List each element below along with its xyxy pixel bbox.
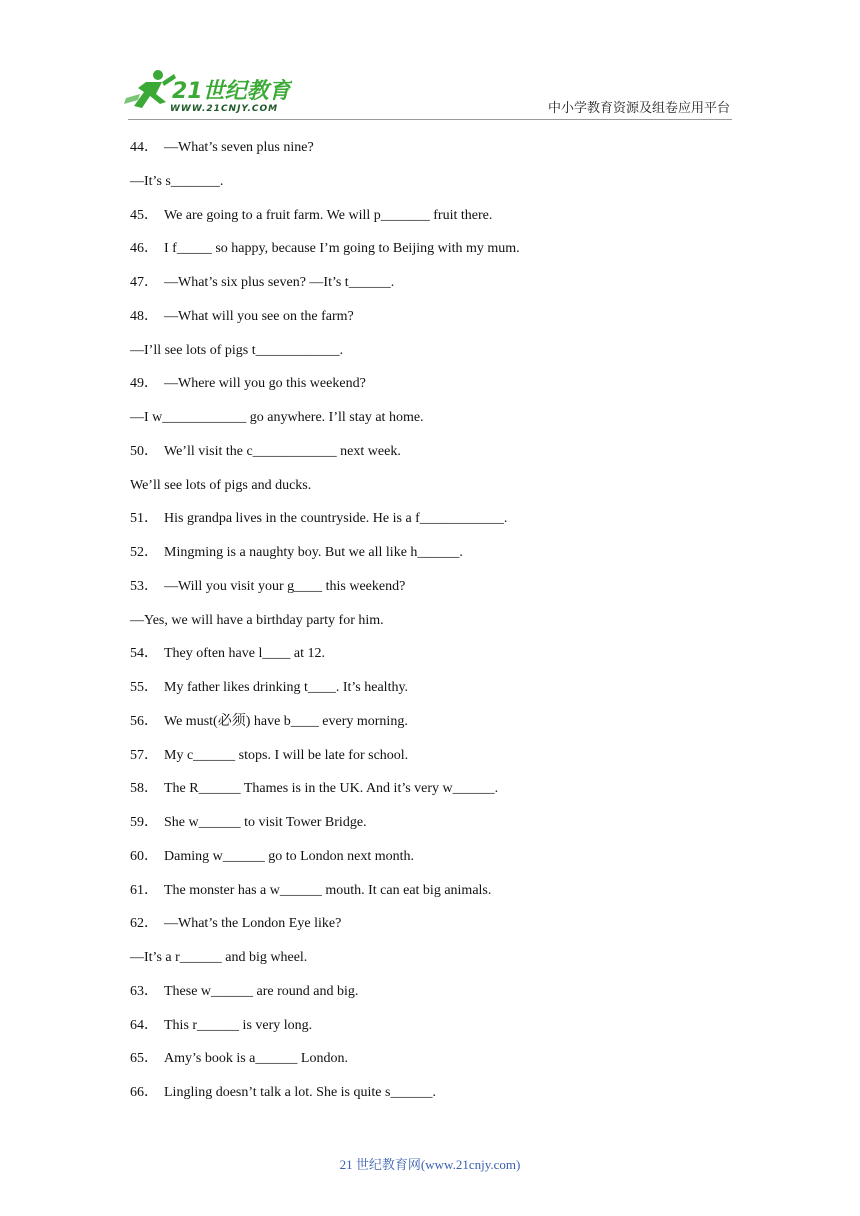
question-number: 57． xyxy=(130,747,158,763)
question-text: Amy’s book is a______ London. xyxy=(164,1051,348,1067)
question-number: 48． xyxy=(130,308,158,324)
question-text: We’ll see lots of pigs and ducks. xyxy=(130,477,312,493)
header-platform-text: 中小学教育资源及组卷应用平台 xyxy=(548,101,731,116)
question-text: We’ll visit the c____________ next week. xyxy=(164,443,401,459)
question-line xyxy=(130,374,740,408)
question-line xyxy=(130,948,740,982)
question-text: We must(必须) have b____ every morning. xyxy=(164,713,408,729)
question-line xyxy=(130,239,740,273)
question-line xyxy=(130,172,740,206)
question-line xyxy=(130,476,740,510)
question-text: My father likes drinking t____. It’s healthy. xyxy=(164,680,409,695)
question-number: 63． xyxy=(130,983,158,999)
question-number: 49． xyxy=(130,376,158,392)
question-number: 55． xyxy=(130,680,158,695)
question-number: 44． xyxy=(130,140,158,155)
question-line xyxy=(130,746,740,780)
question-text: My c______ stops. I will be late for school. xyxy=(164,747,409,763)
question-text: —What’s the London Eye like? xyxy=(164,916,342,932)
question-text: —Where will you go this weekend? xyxy=(164,376,366,392)
question-number: 45． xyxy=(130,207,158,223)
question-text: Lingling doesn’t talk a lot. She is quite s______. xyxy=(164,1085,436,1100)
question-number: 46． xyxy=(130,241,158,257)
question-number: 50． xyxy=(130,443,158,459)
question-line xyxy=(130,847,740,881)
question-number: 53． xyxy=(130,578,158,594)
question-text: —It’s s_______. xyxy=(130,173,224,189)
question-number: 59． xyxy=(130,815,158,830)
question-line xyxy=(130,307,740,341)
question-text: These w______ are round and big. xyxy=(164,983,359,999)
question-text: —I w____________ go anywhere. I’ll stay at home. xyxy=(130,410,424,425)
question-text: I f_____ so happy, because I’m going to Beijing with my mum. xyxy=(164,241,520,257)
question-number: 60． xyxy=(130,848,158,864)
question-number: 51． xyxy=(130,511,158,527)
question-text: —Will you visit your g____ this weekend? xyxy=(164,578,406,594)
question-list xyxy=(130,138,740,1117)
logo-url: WWW.21CNJY.COM xyxy=(170,104,279,114)
question-line xyxy=(130,1016,740,1050)
logo-title: 21世纪教育 xyxy=(172,79,291,104)
question-line xyxy=(130,408,740,442)
question-line xyxy=(130,779,740,813)
question-line xyxy=(130,543,740,577)
question-text: They often have l____ at 12. xyxy=(164,646,325,662)
question-text: —Yes, we will have a birthday party for him. xyxy=(130,612,384,628)
question-text: Daming w______ go to London next month. xyxy=(164,848,415,864)
question-line xyxy=(130,442,740,476)
question-line xyxy=(130,138,740,172)
question-text: —What will you see on the farm? xyxy=(164,308,354,324)
question-line xyxy=(130,1083,740,1117)
question-text: The monster has a w______ mouth. It can eat big animals. xyxy=(164,882,492,898)
question-line xyxy=(130,509,740,543)
question-text: The R______ Thames is in the UK. And it’s very w______. xyxy=(164,781,499,797)
question-line xyxy=(130,982,740,1016)
question-number: 54． xyxy=(130,646,158,662)
question-line xyxy=(130,881,740,915)
page-footer: 21 世纪教育网(www.21cnjy.com) xyxy=(339,1157,521,1172)
page-header xyxy=(0,0,860,130)
question-line xyxy=(130,577,740,611)
question-text: —What’s seven plus nine? xyxy=(164,140,314,155)
question-line xyxy=(130,1049,740,1083)
question-line xyxy=(130,678,740,712)
question-number: 64． xyxy=(130,1017,158,1033)
question-number: 58． xyxy=(130,781,158,797)
question-number: 47． xyxy=(130,275,158,290)
question-text: His grandpa lives in the countryside. He is a f____________. xyxy=(164,511,508,527)
question-line xyxy=(130,813,740,847)
question-number: 56． xyxy=(130,713,158,729)
question-text: —What’s six plus seven? —It’s t______. xyxy=(164,275,395,290)
question-text: We are going to a fruit farm. We will p_______ fruit there. xyxy=(164,207,493,223)
question-text: —It’s a r______ and big wheel. xyxy=(130,950,308,965)
question-number: 61． xyxy=(130,882,158,898)
question-line xyxy=(130,644,740,678)
question-line xyxy=(130,611,740,645)
question-text: She w______ to visit Tower Bridge. xyxy=(164,815,367,830)
question-line xyxy=(130,206,740,240)
header-divider xyxy=(128,119,732,120)
question-number: 62． xyxy=(130,916,158,932)
logo xyxy=(122,68,292,114)
question-line xyxy=(130,341,740,375)
question-text: This r______ is very long. xyxy=(164,1017,313,1033)
question-number: 52． xyxy=(130,545,158,560)
question-number: 65． xyxy=(130,1051,158,1067)
question-line xyxy=(130,712,740,746)
question-line xyxy=(130,914,740,948)
question-number: 66． xyxy=(130,1085,158,1100)
runner-icon xyxy=(124,70,176,108)
question-text: Mingming is a naughty boy. But we all like h______. xyxy=(164,545,463,560)
question-line xyxy=(130,273,740,307)
question-text: —I’ll see lots of pigs t____________. xyxy=(130,342,344,358)
